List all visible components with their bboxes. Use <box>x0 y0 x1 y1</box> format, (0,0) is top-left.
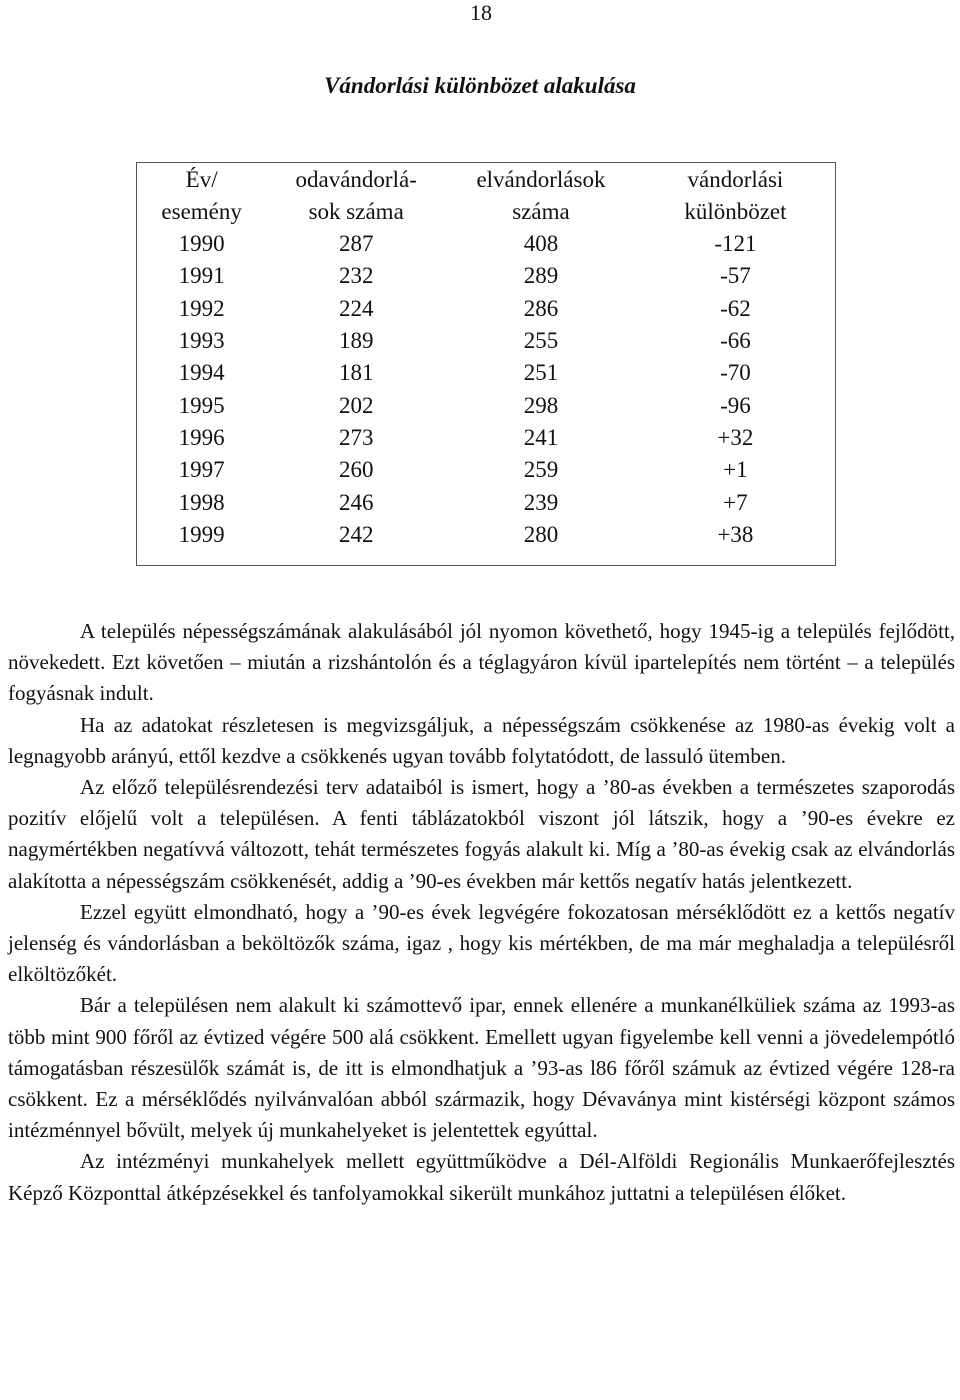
table-row <box>137 422 836 454</box>
table-row <box>137 357 836 389</box>
header-difference: vándorlási különbözet <box>684 167 787 224</box>
paragraph: Az intézményi munkahelyek mellett együttműködve a Dél-Alföldi Regionális Munkaerőfejlesztés Képző Központtal átképzésekkel és tanfolyamokkal sikerült munkához juttatni a településen élőket. <box>8 1149 955 1205</box>
cell-year: 1997 <box>178 457 225 483</box>
cell-immigrants: 260 <box>338 457 374 483</box>
table-row <box>137 260 836 292</box>
paragraph: Ha az adatokat részletesen is megvizsgáljuk, a népességszám csökkenése az 1980-as évekig volt a legnagyobb arányú, ettől kezdve a csökkenés ugyan tovább folytatódott, de lassuló ütemben. <box>8 712 955 768</box>
page-number: 18 <box>470 0 492 25</box>
migration-table <box>136 162 836 566</box>
cell-year: 1991 <box>178 263 225 289</box>
cell-year: 1994 <box>178 360 225 386</box>
table-row <box>137 325 836 357</box>
cell-emigrants: 289 <box>523 263 559 289</box>
table-body <box>137 228 836 565</box>
paragraph: Ezzel együtt elmondható, hogy a ’90-es évek legvégére fokozatosan mérséklődött ez a kettős negatív jelenség és vándorlásban a beköltözők száma, igaz , hogy kis mértékben, de ma már meghaladja a településről elköltözőkét. <box>8 899 955 987</box>
cell-year: 1993 <box>178 328 225 354</box>
cell-immigrants: 287 <box>338 231 374 257</box>
paragraph: A település népességszámának alakulásából jól nyomon követhető, hogy 1945-ig a település fejlődött, növekedett. Ezt követően – miután a rizshántolón és a téglagyáron kívül ipartelepítés nem történt – a település fogyásnak indult. <box>8 619 955 706</box>
cell-emigrants: 241 <box>523 424 559 450</box>
page-title: Vándorlási különbözet alakulása <box>324 73 636 98</box>
cell-year: 1999 <box>178 521 225 547</box>
cell-year: 1990 <box>178 231 225 257</box>
cell-immigrants: 224 <box>338 295 374 321</box>
table-row <box>137 389 836 421</box>
cell-year: 1998 <box>178 489 225 515</box>
cell-year: 1995 <box>178 392 225 418</box>
cell-immigrants: 246 <box>338 489 374 515</box>
cell-year: 1992 <box>178 295 225 321</box>
cell-emigrants: 280 <box>523 521 559 547</box>
cell-year: 1996 <box>178 424 225 450</box>
cell-immigrants: 181 <box>338 360 374 386</box>
header-year: Év/ esemény <box>161 167 242 224</box>
cell-difference: -121 <box>714 231 757 257</box>
cell-difference: -96 <box>720 392 751 418</box>
header-immigrants: odavándorlá- sok száma <box>295 167 417 224</box>
cell-emigrants: 239 <box>523 489 559 515</box>
cell-emigrants: 286 <box>523 295 559 321</box>
paragraph: Az előző településrendezési terv adataiból is ismert, hogy a ’80-as években a természetes szaporodás pozitív előjelű volt a településen. A fenti táblázatokból viszont jól látszik, hogy a ’90-es évekre ez nagymértékben negatívvá változott, tehát természetes fogyás alakult ki. Míg a ’80-as évekig csak az elvándorlás alakította a népességszám csökkenését, addig a ’90-es években már kettős negatív hatás jelentkezett. <box>8 775 955 893</box>
cell-emigrants: 259 <box>523 457 559 483</box>
cell-difference: -70 <box>720 360 751 386</box>
cell-emigrants: 408 <box>523 231 559 257</box>
cell-difference: +7 <box>723 489 748 515</box>
header-emigrants: elvándorlások száma <box>476 167 606 224</box>
table-row <box>137 454 836 486</box>
body-text <box>8 616 955 1209</box>
cell-immigrants: 189 <box>338 328 374 354</box>
table-header-row <box>137 163 836 229</box>
cell-difference: +32 <box>717 424 754 450</box>
cell-immigrants: 232 <box>338 263 374 289</box>
cell-immigrants: 242 <box>338 521 374 547</box>
cell-difference: -62 <box>720 295 751 321</box>
cell-immigrants: 273 <box>338 424 374 450</box>
table-row <box>137 228 836 260</box>
cell-difference: +38 <box>717 521 754 547</box>
cell-immigrants: 202 <box>338 392 374 418</box>
table-row <box>137 293 836 325</box>
cell-difference: +1 <box>723 457 748 483</box>
cell-emigrants: 255 <box>523 328 559 354</box>
paragraph: Bár a településen nem alakult ki számottevő ipar, ennek ellenére a munkanélküliek száma az 1993-as több mint 900 főről az évtized végére 500 alá csökkent. Emellett ugyan figyelembe kell venni a jövedelempótló támogatásban részesülők számát is, de itt is elmondhatjuk a ’93-as l86 főről számuk az évtized végére 128-ra csökkent. Ez a mérséklődés nyilvánvalóan abból származik, hogy Dévaványa mint kistérségi központ számos intézménnyel bővült, melyek új munkahelyeket is jelentettek egyúttal. <box>8 993 955 1143</box>
table-row <box>137 519 836 566</box>
cell-difference: -66 <box>720 328 751 354</box>
cell-emigrants: 251 <box>523 360 559 386</box>
cell-difference: -57 <box>720 263 751 289</box>
cell-emigrants: 298 <box>523 392 559 418</box>
table-row <box>137 486 836 518</box>
